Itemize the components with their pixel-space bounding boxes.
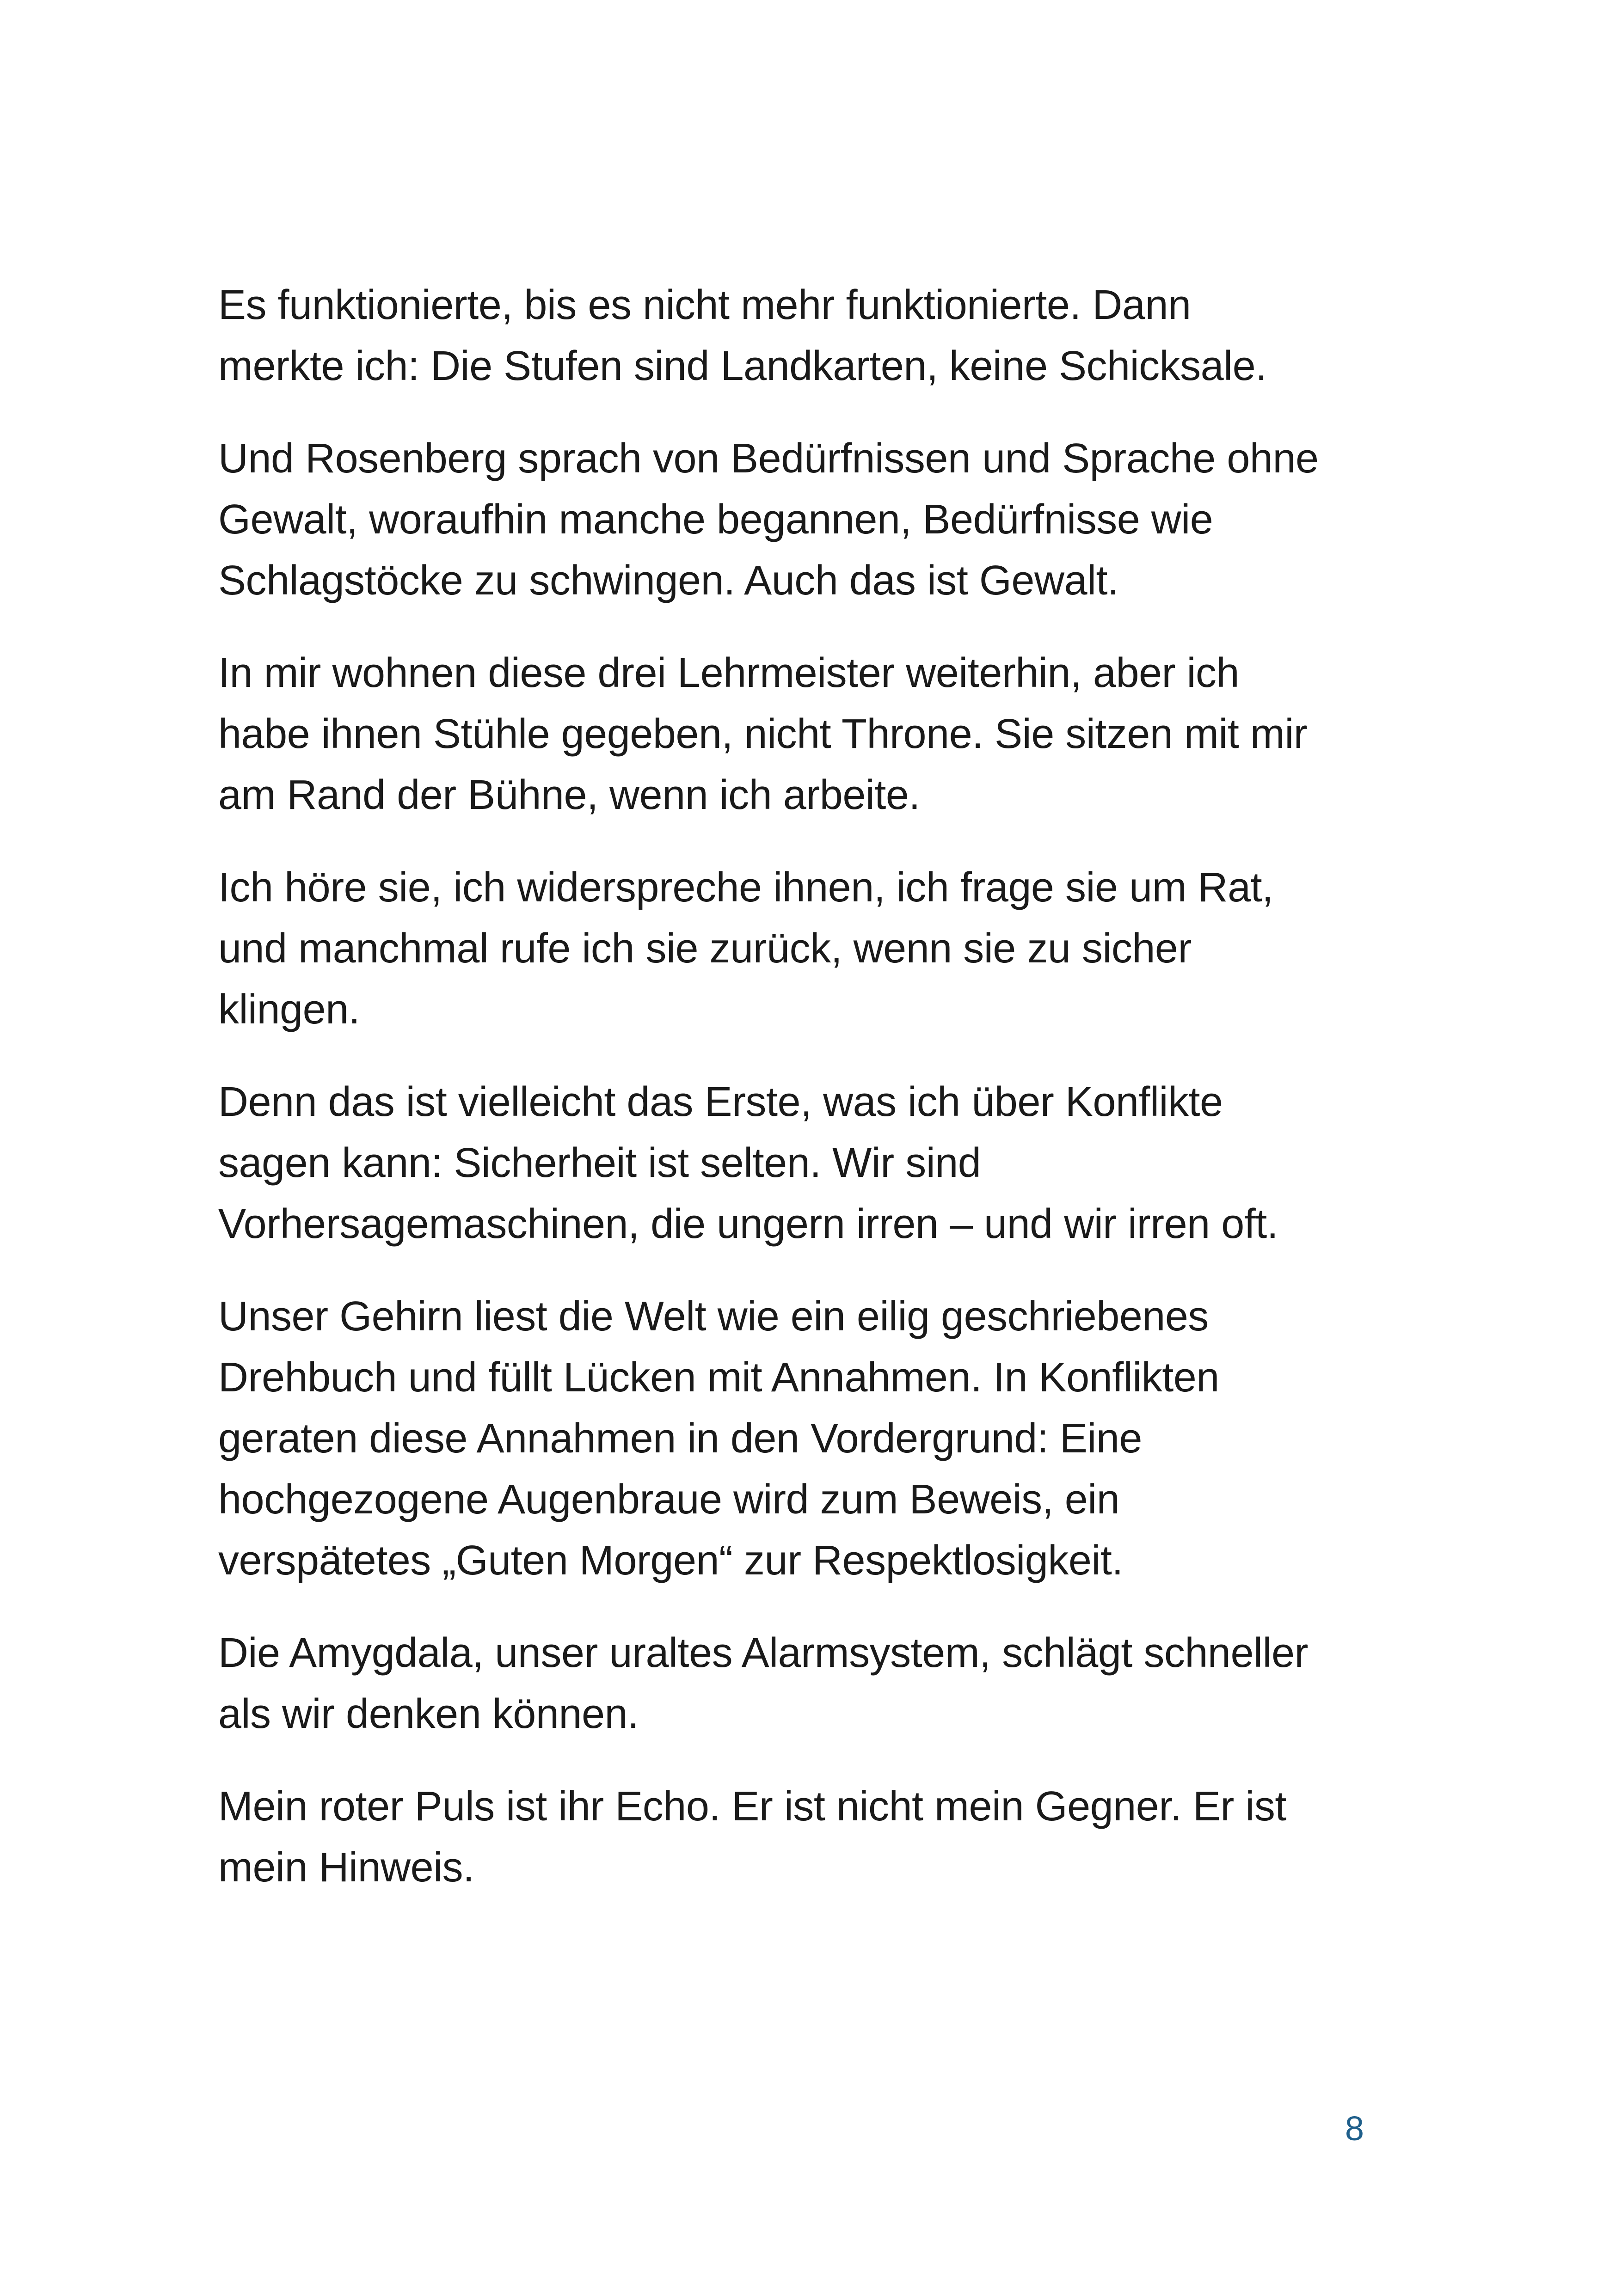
paragraph: In mir wohnen diese drei Lehrmeister weiterhin, aber ich habe ihnen Stühle gegeben, nicht Throne. Sie sitzen mit mir am Rand der Bühne, wenn ich arbeite.: [218, 650, 1308, 818]
body-text: [218, 275, 1365, 1929]
page-number: 8: [1345, 2109, 1364, 2148]
paragraph: Denn das ist vielleicht das Erste, was ich über Konflikte sagen kann: Sicherheit ist selten. Wir sind Vorhersagemaschinen, die ungern irren – und wir irren oft.: [218, 1079, 1278, 1247]
paragraph: Es funktionierte, bis es nicht mehr funktionierte. Dann merkte ich: Die Stufen sind Landkarten, keine Schicksale.: [218, 282, 1267, 389]
paragraph: Und Rosenberg sprach von Bedürfnissen und Sprache ohne Gewalt, woraufhin manche begannen, Bedürfnisse wie Schlagstöcke zu schwingen. Auch das ist Gewalt.: [218, 435, 1319, 604]
paragraph: Mein roter Puls ist ihr Echo. Er ist nicht mein Gegner. Er ist mein Hinweis.: [218, 1783, 1286, 1891]
paragraph: Unser Gehirn liest die Welt wie ein eilig geschriebenes Drehbuch und füllt Lücken mit Annahmen. In Konflikten geraten diese Annahmen in den Vordergrund: Eine hochgezogene Augenbraue wird zum Beweis, ein verspätetes „Guten Morgen“ zur Respektlosigkeit.: [218, 1293, 1219, 1584]
paragraph: Die Amygdala, unser uraltes Alarmsystem, schlägt schneller als wir denken können.: [218, 1630, 1309, 1737]
paragraph: Ich höre sie, ich widerspreche ihnen, ich frage sie um Rat, und manchmal rufe ich sie zurück, wenn sie zu sicher klingen.: [218, 864, 1273, 1033]
